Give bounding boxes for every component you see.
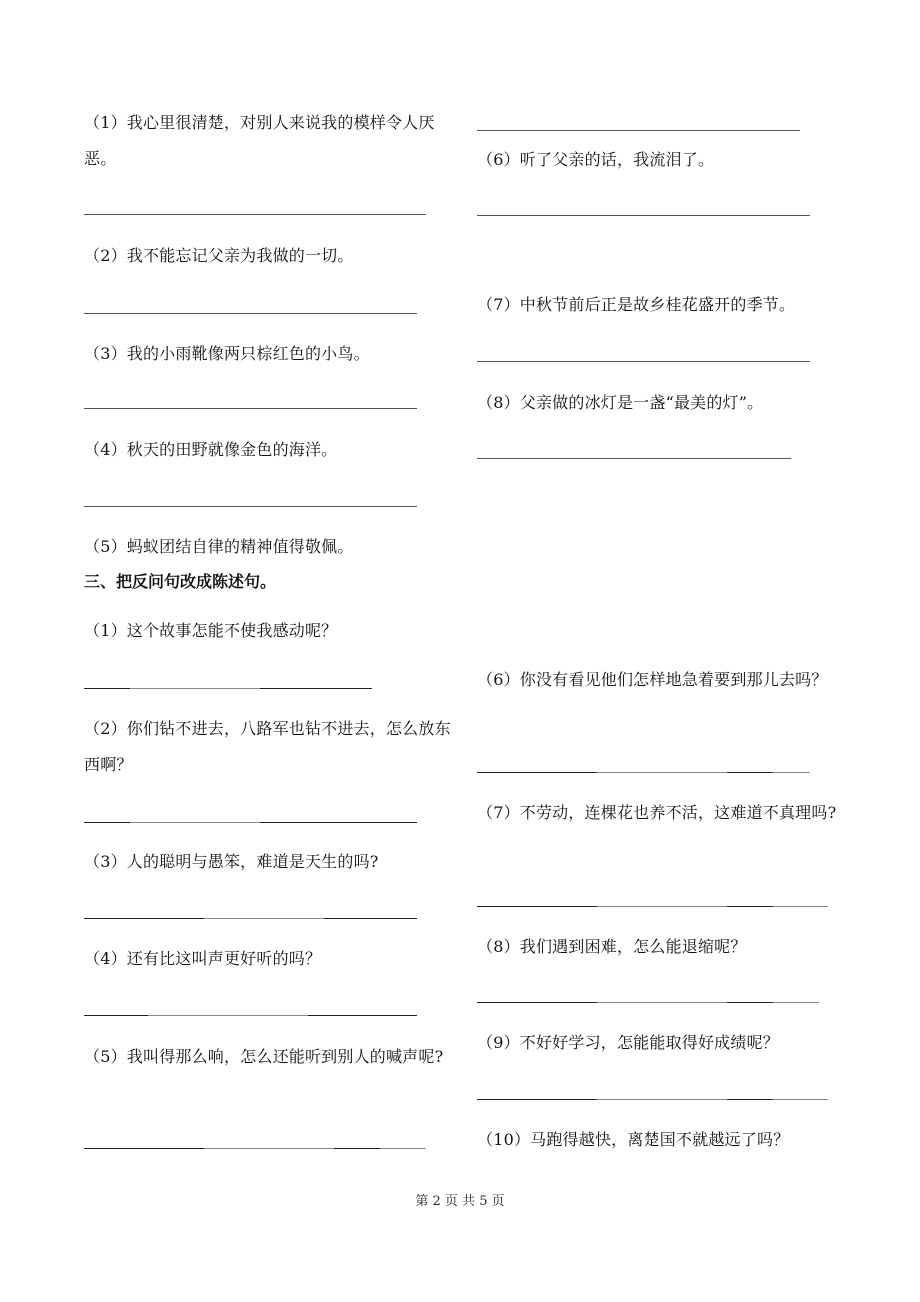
q2-left-5: （5）蚂蚁团结自律的精神值得敬佩。 xyxy=(84,537,354,556)
q3-right-9: （9）不好好学习，怎能能取得好成绩呢？ xyxy=(477,1033,779,1052)
q2-right-8: （8）父亲做的冰灯是一盏“最美的灯”。 xyxy=(477,393,764,412)
q2-right-6: （6）听了父亲的话，我流泪了。 xyxy=(477,150,715,169)
section-heading: 三、把反问句改成陈述句。 xyxy=(84,572,277,591)
answer-line[interactable] xyxy=(477,458,791,459)
answer-line[interactable] xyxy=(84,313,417,314)
q2-left-1: （1）我心里很清楚，对别人来说我的模样令人厌恶。 xyxy=(84,113,435,168)
q3-left-2: （2）你们钻不进去，八路军也钻不进去，怎么放东西啊？ xyxy=(84,719,451,774)
q3-left-5: （5）我叫得那么响，怎么还能听到别人的喊声呢? xyxy=(84,1047,444,1066)
q3-left-1: （1）这个故事怎能不使我感动呢？ xyxy=(84,621,338,640)
answer-line[interactable] xyxy=(84,214,426,215)
q3-right-10: （10）马跑得越快，离楚国不就越远了吗？ xyxy=(477,1130,790,1149)
q2-left-4: （4）秋天的田野就像金色的海洋。 xyxy=(84,440,338,459)
q3-right-7: （7）不劳动，连棵花也养不活，这难道不真理吗? xyxy=(477,803,837,822)
q2-left-3: （3）我的小雨靴像两只棕红色的小鸟。 xyxy=(84,344,370,363)
q2-right-7: （7）中秋节前后正是故乡桂花盛开的季节。 xyxy=(477,295,796,314)
q3-left-4: （4）还有比这叫声更好听的吗？ xyxy=(84,949,322,968)
q3-left-3: （3）人的聪明与愚笨，难道是天生的吗? xyxy=(84,852,379,871)
answer-line[interactable] xyxy=(477,130,800,131)
answer-line[interactable] xyxy=(84,506,417,507)
answer-line[interactable] xyxy=(84,408,417,409)
page-footer: 第 2 页 共 5 页 xyxy=(415,1194,505,1209)
q3-right-6: （6）你没有看见他们怎样地急着要到那儿去吗？ xyxy=(477,670,828,689)
q3-right-8: （8）我们遇到困难，怎么能退缩呢？ xyxy=(477,937,747,956)
answer-line[interactable] xyxy=(477,361,810,362)
answer-line[interactable] xyxy=(477,215,810,216)
q2-left-2: （2）我不能忘记父亲为我做的一切。 xyxy=(84,246,354,265)
